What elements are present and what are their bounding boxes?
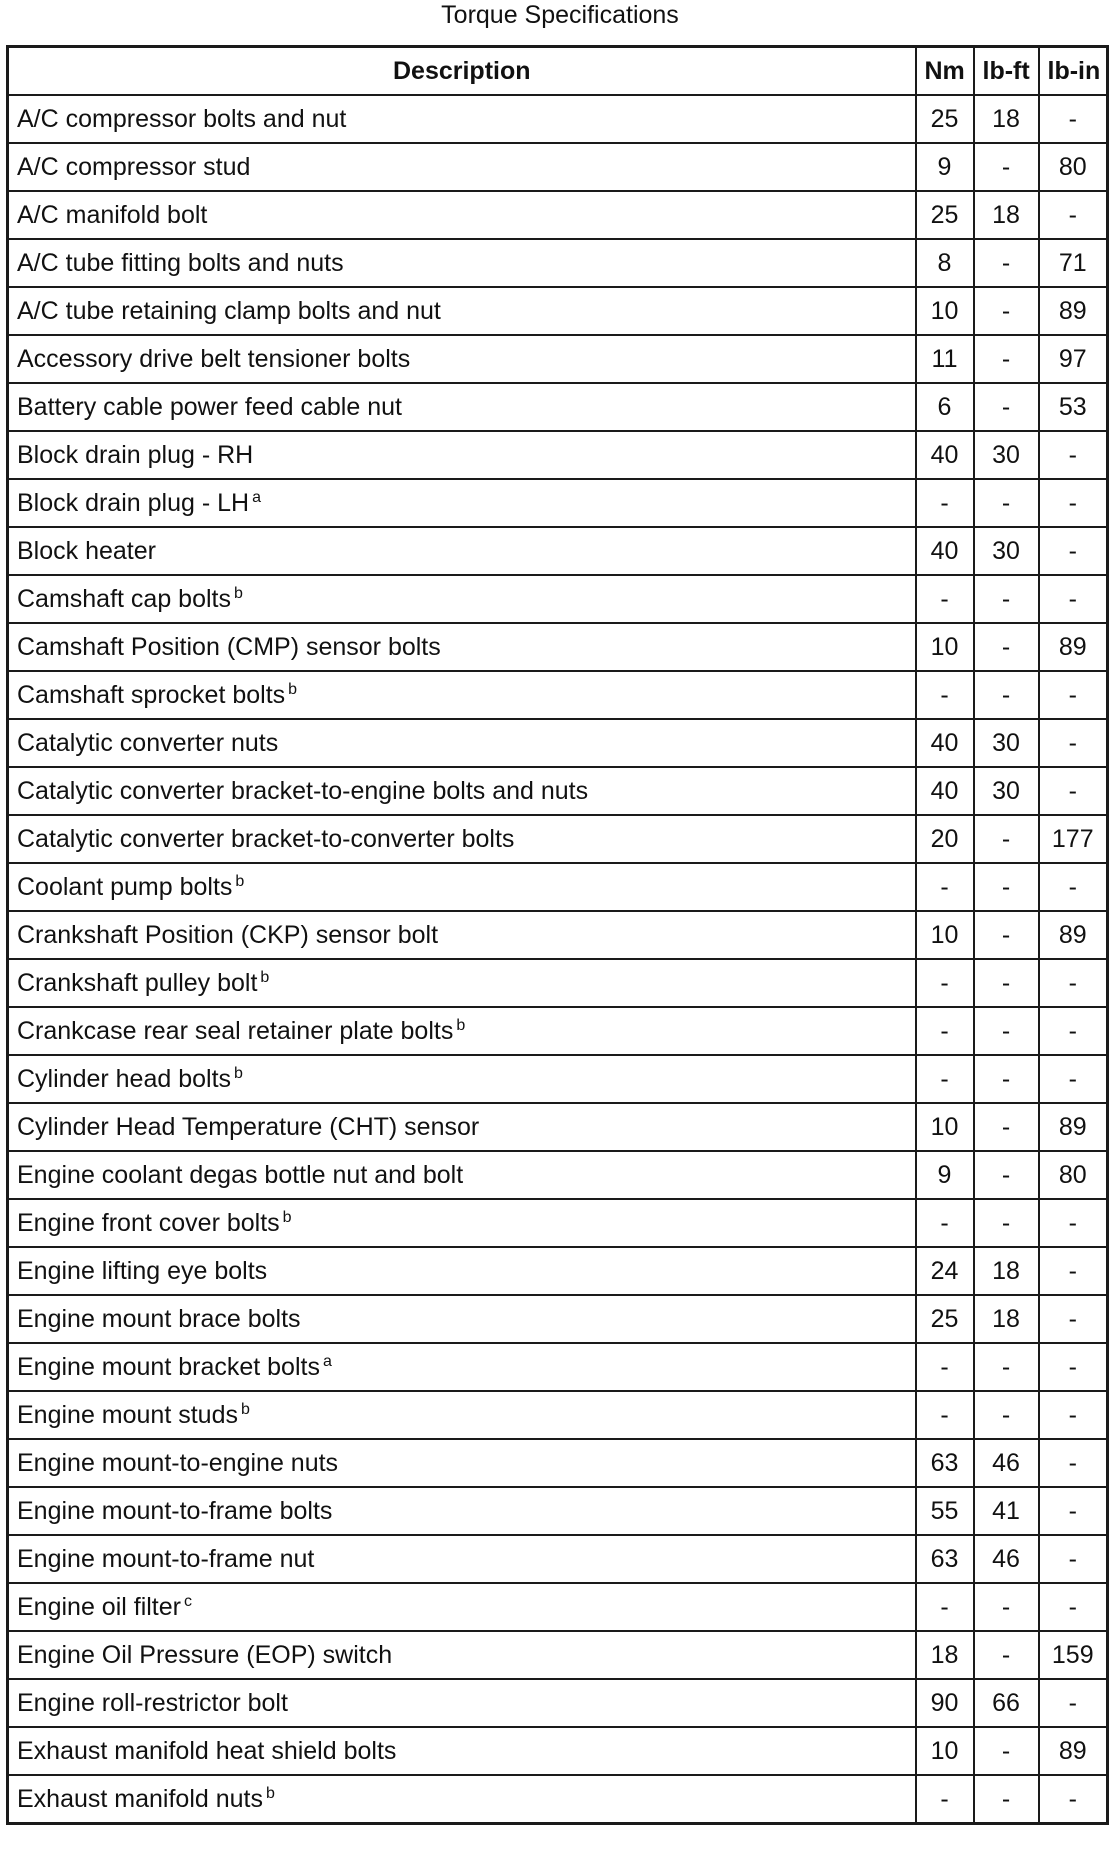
table-row bbox=[8, 1103, 1108, 1151]
table-row bbox=[8, 1775, 1108, 1824]
lbin-cell: - bbox=[1039, 431, 1108, 479]
table-row bbox=[8, 143, 1108, 191]
lbin-cell: - bbox=[1039, 1295, 1108, 1343]
nm-cell: - bbox=[916, 671, 974, 719]
nm-cell: - bbox=[916, 1343, 974, 1391]
description-cell bbox=[8, 1247, 916, 1295]
description-text: Engine roll-restrictor bolt bbox=[17, 1688, 288, 1717]
nm-cell: 9 bbox=[916, 1151, 974, 1199]
description-text: A/C compressor stud bbox=[17, 152, 251, 181]
description-cell bbox=[8, 1199, 916, 1247]
description-text: Engine Oil Pressure (EOP) switch bbox=[17, 1640, 393, 1669]
nm-cell: 18 bbox=[916, 1631, 974, 1679]
nm-cell: 9 bbox=[916, 143, 974, 191]
table-row bbox=[8, 1007, 1108, 1055]
table-row bbox=[8, 191, 1108, 239]
description-text: Battery cable power feed cable nut bbox=[17, 392, 402, 421]
description-cell bbox=[8, 287, 916, 335]
description-cell bbox=[8, 1103, 916, 1151]
torque-spec-table bbox=[6, 45, 1109, 1825]
nm-cell: 25 bbox=[916, 1295, 974, 1343]
nm-cell: - bbox=[916, 575, 974, 623]
description-text: Catalytic converter nuts bbox=[17, 728, 279, 757]
table-row bbox=[8, 719, 1108, 767]
description-cell bbox=[8, 1343, 916, 1391]
table-row bbox=[8, 1151, 1108, 1199]
description-text: A/C manifold bolt bbox=[17, 200, 208, 229]
nm-cell: 10 bbox=[916, 1103, 974, 1151]
nm-cell: 40 bbox=[916, 719, 974, 767]
lbin-cell: - bbox=[1039, 527, 1108, 575]
lbft-cell: - bbox=[974, 1583, 1039, 1631]
lbin-cell: - bbox=[1039, 1775, 1108, 1824]
lbft-cell: 18 bbox=[974, 1247, 1039, 1295]
nm-cell: 10 bbox=[916, 623, 974, 671]
description-text: Camshaft sprocket bolts bbox=[17, 680, 286, 709]
lbft-cell: - bbox=[974, 1007, 1039, 1055]
lbin-cell: 80 bbox=[1039, 143, 1108, 191]
lbft-cell: - bbox=[974, 1199, 1039, 1247]
description-cell bbox=[8, 1583, 916, 1631]
lbft-cell: - bbox=[974, 239, 1039, 287]
footnote-marker: b bbox=[288, 680, 298, 698]
nm-cell: 40 bbox=[916, 527, 974, 575]
description-cell bbox=[8, 1007, 916, 1055]
nm-cell: 8 bbox=[916, 239, 974, 287]
description-cell bbox=[8, 1775, 916, 1824]
header-nm: Nm bbox=[916, 47, 974, 96]
lbin-cell: - bbox=[1039, 719, 1108, 767]
description-cell bbox=[8, 95, 916, 143]
description-text: Engine mount studs bbox=[17, 1400, 238, 1429]
description-text: Crankshaft Position (CKP) sensor bolt bbox=[17, 920, 439, 949]
description-cell bbox=[8, 143, 916, 191]
description-cell bbox=[8, 1295, 916, 1343]
nm-cell: - bbox=[916, 1391, 974, 1439]
nm-cell: 24 bbox=[916, 1247, 974, 1295]
lbin-cell: 89 bbox=[1039, 287, 1108, 335]
description-cell bbox=[8, 335, 916, 383]
description-text: Coolant pump bolts bbox=[17, 872, 233, 901]
table-row bbox=[8, 1439, 1108, 1487]
lbft-cell: - bbox=[974, 911, 1039, 959]
lbin-cell: - bbox=[1039, 95, 1108, 143]
lbin-cell: - bbox=[1039, 1439, 1108, 1487]
table-row bbox=[8, 1583, 1108, 1631]
description-text: Engine mount-to-frame nut bbox=[17, 1544, 315, 1573]
lbft-cell: - bbox=[974, 143, 1039, 191]
table-row bbox=[8, 383, 1108, 431]
lbft-cell: 30 bbox=[974, 431, 1039, 479]
footnote-marker: a bbox=[322, 1352, 332, 1370]
description-text: Block drain plug - RH bbox=[17, 440, 254, 469]
description-cell bbox=[8, 1055, 916, 1103]
lbin-cell: - bbox=[1039, 1247, 1108, 1295]
lbin-cell: 89 bbox=[1039, 1103, 1108, 1151]
description-cell bbox=[8, 767, 916, 815]
footnote-marker: b bbox=[234, 584, 243, 602]
table-row bbox=[8, 1295, 1108, 1343]
table-row bbox=[8, 1535, 1108, 1583]
table-row bbox=[8, 671, 1108, 719]
lbft-cell: - bbox=[974, 1103, 1039, 1151]
lbft-cell: 46 bbox=[974, 1439, 1039, 1487]
footnote-marker: b bbox=[456, 1016, 466, 1034]
description-text: Exhaust manifold heat shield bolts bbox=[17, 1736, 397, 1765]
description-text: Camshaft cap bolts bbox=[17, 584, 231, 613]
description-text: Engine mount-to-frame bolts bbox=[17, 1496, 333, 1525]
table-row bbox=[8, 1343, 1108, 1391]
nm-cell: 55 bbox=[916, 1487, 974, 1535]
lbft-cell: 30 bbox=[974, 527, 1039, 575]
description-cell bbox=[8, 1487, 916, 1535]
footnote-marker: a bbox=[252, 488, 261, 506]
lbin-cell: - bbox=[1039, 1391, 1108, 1439]
table-row bbox=[8, 1727, 1108, 1775]
lbin-cell: - bbox=[1039, 863, 1108, 911]
lbft-cell: - bbox=[974, 383, 1039, 431]
lbin-cell: - bbox=[1039, 191, 1108, 239]
table-row bbox=[8, 1631, 1108, 1679]
nm-cell: 63 bbox=[916, 1439, 974, 1487]
table-row bbox=[8, 1679, 1108, 1727]
description-cell bbox=[8, 815, 916, 863]
table-row bbox=[8, 239, 1108, 287]
nm-cell: - bbox=[916, 1775, 974, 1824]
description-text: Engine front cover bolts bbox=[17, 1208, 280, 1237]
table-row bbox=[8, 623, 1108, 671]
description-text: Engine lifting eye bolts bbox=[17, 1256, 268, 1285]
lbft-cell: - bbox=[974, 623, 1039, 671]
description-text: Engine mount brace bolts bbox=[17, 1304, 301, 1333]
description-cell bbox=[8, 863, 916, 911]
lbft-cell: - bbox=[974, 1775, 1039, 1824]
description-text: Block drain plug - LH bbox=[17, 488, 250, 517]
description-text: Crankcase rear seal retainer plate bolts bbox=[17, 1016, 454, 1045]
lbin-cell: 89 bbox=[1039, 911, 1108, 959]
nm-cell: - bbox=[916, 1007, 974, 1055]
table-row bbox=[8, 95, 1108, 143]
lbft-cell: 41 bbox=[974, 1487, 1039, 1535]
description-cell bbox=[8, 191, 916, 239]
nm-cell: 25 bbox=[916, 191, 974, 239]
description-text: Catalytic converter bracket-to-converter bolts bbox=[17, 824, 515, 853]
lbft-cell: - bbox=[974, 287, 1039, 335]
lbft-cell: - bbox=[974, 863, 1039, 911]
lbft-cell: - bbox=[974, 1727, 1039, 1775]
lbin-cell: 53 bbox=[1039, 383, 1108, 431]
lbft-cell: 18 bbox=[974, 191, 1039, 239]
lbin-cell: - bbox=[1039, 1679, 1108, 1727]
description-cell bbox=[8, 1727, 916, 1775]
lbin-cell: 80 bbox=[1039, 1151, 1108, 1199]
table-row bbox=[8, 1247, 1108, 1295]
description-cell bbox=[8, 1439, 916, 1487]
lbin-cell: - bbox=[1039, 671, 1108, 719]
lbft-cell: - bbox=[974, 959, 1039, 1007]
description-text: A/C tube fitting bolts and nuts bbox=[17, 248, 344, 277]
footnote-marker: b bbox=[235, 872, 245, 890]
lbft-cell: - bbox=[974, 1391, 1039, 1439]
header-lbft: lb-ft bbox=[974, 47, 1039, 96]
nm-cell: 90 bbox=[916, 1679, 974, 1727]
description-cell bbox=[8, 1679, 916, 1727]
description-cell bbox=[8, 1391, 916, 1439]
table-row bbox=[8, 815, 1108, 863]
lbin-cell: 89 bbox=[1039, 623, 1108, 671]
lbin-cell: 71 bbox=[1039, 239, 1108, 287]
lbft-cell: 18 bbox=[974, 95, 1039, 143]
nm-cell: 20 bbox=[916, 815, 974, 863]
table-row bbox=[8, 959, 1108, 1007]
description-cell bbox=[8, 575, 916, 623]
lbin-cell: - bbox=[1039, 1343, 1108, 1391]
nm-cell: 40 bbox=[916, 767, 974, 815]
description-cell bbox=[8, 959, 916, 1007]
lbin-cell: - bbox=[1039, 1583, 1108, 1631]
footnote-marker: b bbox=[234, 1064, 243, 1082]
description-cell bbox=[8, 527, 916, 575]
table-row bbox=[8, 1055, 1108, 1103]
lbft-cell: 30 bbox=[974, 719, 1039, 767]
description-text: Accessory drive belt tensioner bolts bbox=[17, 344, 411, 373]
description-cell bbox=[8, 1535, 916, 1583]
table-title: Torque Specifications bbox=[441, 1, 679, 29]
lbft-cell: - bbox=[974, 1055, 1039, 1103]
nm-cell: - bbox=[916, 1055, 974, 1103]
lbin-cell: - bbox=[1039, 1535, 1108, 1583]
table-row bbox=[8, 1391, 1108, 1439]
description-text: Engine oil filter bbox=[17, 1592, 181, 1621]
lbin-cell: 159 bbox=[1039, 1631, 1108, 1679]
nm-cell: 6 bbox=[916, 383, 974, 431]
description-cell bbox=[8, 431, 916, 479]
footnote-marker: b bbox=[265, 1784, 275, 1802]
table-row bbox=[8, 479, 1108, 527]
nm-cell: 11 bbox=[916, 335, 974, 383]
lbin-cell: 89 bbox=[1039, 1727, 1108, 1775]
description-text: Catalytic converter bracket-to-engine bolts and nuts bbox=[17, 776, 589, 805]
description-text: A/C compressor bolts and nut bbox=[17, 104, 347, 133]
description-text: A/C tube retaining clamp bolts and nut bbox=[17, 296, 441, 325]
description-text: Engine mount bracket bolts bbox=[17, 1352, 320, 1381]
table-row bbox=[8, 911, 1108, 959]
lbft-cell: 18 bbox=[974, 1295, 1039, 1343]
lbin-cell: - bbox=[1039, 479, 1108, 527]
header-row bbox=[8, 47, 1108, 96]
header-lbin: lb-in bbox=[1039, 47, 1108, 96]
description-text: Crankshaft pulley bolt bbox=[17, 968, 258, 997]
lbft-cell: - bbox=[974, 575, 1039, 623]
description-text: Exhaust manifold nuts bbox=[17, 1784, 263, 1813]
table-row bbox=[8, 767, 1108, 815]
nm-cell: - bbox=[916, 479, 974, 527]
lbft-cell: - bbox=[974, 671, 1039, 719]
nm-cell: - bbox=[916, 1583, 974, 1631]
description-cell bbox=[8, 1151, 916, 1199]
lbin-cell: - bbox=[1039, 1199, 1108, 1247]
description-cell bbox=[8, 383, 916, 431]
nm-cell: - bbox=[916, 1199, 974, 1247]
table-row bbox=[8, 431, 1108, 479]
description-cell bbox=[8, 479, 916, 527]
lbft-cell: - bbox=[974, 1151, 1039, 1199]
lbft-cell: - bbox=[974, 815, 1039, 863]
table-row bbox=[8, 527, 1108, 575]
nm-cell: 10 bbox=[916, 287, 974, 335]
nm-cell: 25 bbox=[916, 95, 974, 143]
header-description: Description bbox=[8, 47, 916, 96]
lbin-cell: - bbox=[1039, 1055, 1108, 1103]
lbft-cell: 30 bbox=[974, 767, 1039, 815]
footnote-marker: b bbox=[240, 1400, 250, 1418]
description-text: Engine coolant degas bottle nut and bolt bbox=[17, 1160, 464, 1189]
lbin-cell: - bbox=[1039, 1487, 1108, 1535]
table-row bbox=[8, 1199, 1108, 1247]
lbin-cell: - bbox=[1039, 767, 1108, 815]
table-row bbox=[8, 1487, 1108, 1535]
footnote-marker: b bbox=[260, 968, 270, 986]
description-cell bbox=[8, 239, 916, 287]
lbft-cell: 46 bbox=[974, 1535, 1039, 1583]
description-text: Cylinder head bolts bbox=[17, 1064, 232, 1093]
lbft-cell: - bbox=[974, 1631, 1039, 1679]
nm-cell: 63 bbox=[916, 1535, 974, 1583]
lbft-cell: - bbox=[974, 335, 1039, 383]
description-cell bbox=[8, 623, 916, 671]
lbin-cell: 97 bbox=[1039, 335, 1108, 383]
nm-cell: 10 bbox=[916, 911, 974, 959]
table-row bbox=[8, 575, 1108, 623]
lbft-cell: 66 bbox=[974, 1679, 1039, 1727]
nm-cell: 40 bbox=[916, 431, 974, 479]
description-cell bbox=[8, 911, 916, 959]
nm-cell: - bbox=[916, 863, 974, 911]
description-cell bbox=[8, 719, 916, 767]
table-row bbox=[8, 287, 1108, 335]
table-body bbox=[8, 95, 1108, 1824]
nm-cell: 10 bbox=[916, 1727, 974, 1775]
description-cell bbox=[8, 671, 916, 719]
description-text: Cylinder Head Temperature (CHT) sensor bbox=[17, 1112, 480, 1141]
lbin-cell: - bbox=[1039, 1007, 1108, 1055]
lbin-cell: 177 bbox=[1039, 815, 1108, 863]
lbft-cell: - bbox=[974, 1343, 1039, 1391]
table-row bbox=[8, 863, 1108, 911]
footnote-marker: c bbox=[183, 1592, 192, 1610]
description-cell bbox=[8, 1631, 916, 1679]
lbin-cell: - bbox=[1039, 959, 1108, 1007]
lbin-cell: - bbox=[1039, 575, 1108, 623]
description-text: Engine mount-to-engine nuts bbox=[17, 1448, 339, 1477]
nm-cell: - bbox=[916, 959, 974, 1007]
table-row bbox=[8, 335, 1108, 383]
lbft-cell: - bbox=[974, 479, 1039, 527]
description-text: Block heater bbox=[17, 536, 156, 565]
footnote-marker: b bbox=[282, 1208, 292, 1226]
description-text: Camshaft Position (CMP) sensor bolts bbox=[17, 632, 441, 661]
